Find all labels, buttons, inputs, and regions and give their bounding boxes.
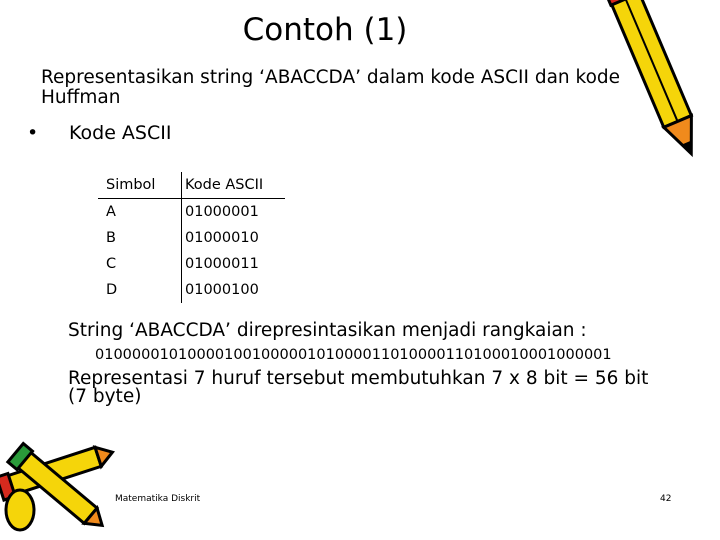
pencil-clipart-icon <box>600 0 720 175</box>
table-row <box>98 225 285 251</box>
table-header-symbol: Simbol <box>98 172 182 199</box>
table-header-code: Kode ASCII <box>182 172 286 199</box>
table-header-row <box>98 172 285 199</box>
table-cell-symbol: C <box>98 251 182 277</box>
bullet-dot: • <box>27 122 39 144</box>
table-row <box>98 277 285 303</box>
table-cell-symbol: B <box>98 225 182 251</box>
table-cell-symbol: D <box>98 277 182 303</box>
table-cell-code: 01000001 <box>185 204 259 220</box>
slide-title: Contoh (1) <box>242 12 408 48</box>
bullet-item <box>27 120 171 146</box>
table-cell-code: 01000100 <box>185 282 259 298</box>
ascii-table <box>98 172 285 303</box>
string-description: String ‘ABACCDA’ direpresintasikan menjadi rangkaian : <box>68 320 587 341</box>
bullet-label: Kode ASCII <box>69 122 172 144</box>
intro-text: Representasikan string ‘ABACCDA’ dalam kode ASCII dan kode Huffman <box>41 67 621 108</box>
representation-text: Representasi 7 huruf tersebut membutuhkan 7 x 8 bit = 56 bit (7 byte) <box>68 368 649 407</box>
footer-text: Matematika Diskrit <box>115 494 201 504</box>
bit-sequence: 01000001010000100100000101000011010000110100010001000001 <box>95 347 612 363</box>
table-row <box>98 199 285 226</box>
page-number: 42 <box>660 494 672 504</box>
crossed-pencils-clipart-icon <box>0 430 120 540</box>
table-cell-code: 01000011 <box>185 256 259 272</box>
table-row <box>98 251 285 277</box>
table-cell-code: 01000010 <box>185 230 259 246</box>
table-cell-symbol: A <box>98 199 182 226</box>
